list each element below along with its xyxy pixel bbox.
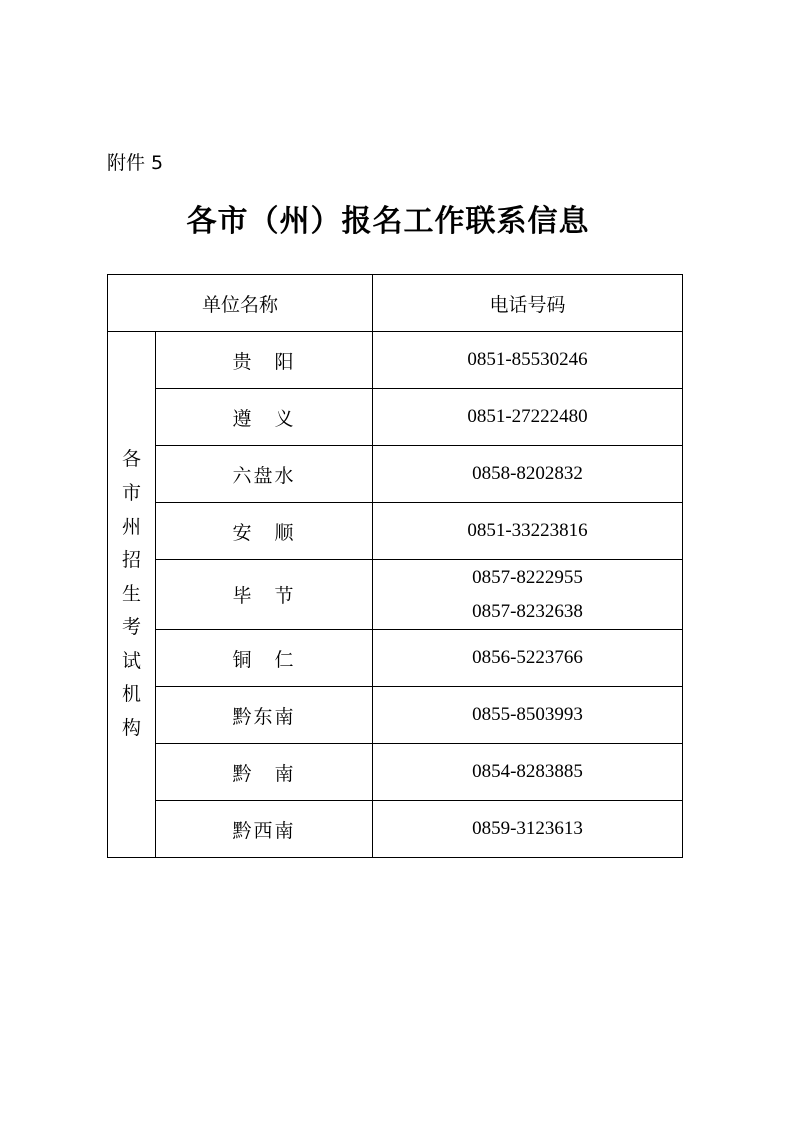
phone-cell: 0854-8283885 [373, 744, 683, 801]
side-label-char: 各 [121, 448, 141, 471]
contact-table [107, 274, 683, 858]
phone-cell: 0851-85530246 [373, 332, 683, 389]
table-row [108, 503, 683, 560]
phone-cell: 0859-3123613 [373, 801, 683, 858]
phone-cell [373, 560, 683, 630]
unit-name-cell: 贵 阳 [156, 332, 373, 389]
side-label-char: 试 [121, 649, 141, 672]
unit-name-cell: 安 顺 [156, 503, 373, 560]
table-row [108, 687, 683, 744]
side-label-char: 生 [121, 582, 141, 605]
phone-cell: 0856-5223766 [373, 630, 683, 687]
unit-name-cell: 遵 义 [156, 389, 373, 446]
table-row [108, 446, 683, 503]
side-label-char: 州 [121, 515, 141, 538]
side-label-char: 构 [121, 717, 141, 740]
unit-name-cell: 黔东南 [156, 687, 373, 744]
header-unit-name: 单位名称 [108, 275, 373, 332]
unit-name-cell: 黔 南 [156, 744, 373, 801]
table-row [108, 801, 683, 858]
side-label-char: 招 [121, 549, 141, 572]
table-row [108, 630, 683, 687]
table-row [108, 744, 683, 801]
phone-cell: 0855-8503993 [373, 687, 683, 744]
side-label-char: 市 [121, 481, 141, 504]
phone-number: 0857-8232638 [472, 600, 583, 622]
attachment-label: 附件 5 [107, 152, 164, 174]
side-label-char: 机 [121, 683, 141, 706]
page-title: 各市（州）报名工作联系信息 [186, 204, 590, 239]
table-row [108, 560, 683, 630]
phone-number: 0857-8222955 [472, 566, 583, 588]
unit-name-cell: 铜 仁 [156, 630, 373, 687]
unit-name-cell: 六盘水 [156, 446, 373, 503]
table-row [108, 332, 683, 389]
table-header-row [108, 275, 683, 332]
side-label-char: 考 [121, 616, 141, 639]
phone-cell: 0858-8202832 [373, 446, 683, 503]
side-label-cell [108, 332, 156, 858]
unit-name-cell: 黔西南 [156, 801, 373, 858]
phone-cell: 0851-33223816 [373, 503, 683, 560]
header-phone: 电话号码 [373, 275, 683, 332]
phone-cell: 0851-27222480 [373, 389, 683, 446]
unit-name-cell: 毕 节 [156, 560, 373, 630]
table-row [108, 389, 683, 446]
